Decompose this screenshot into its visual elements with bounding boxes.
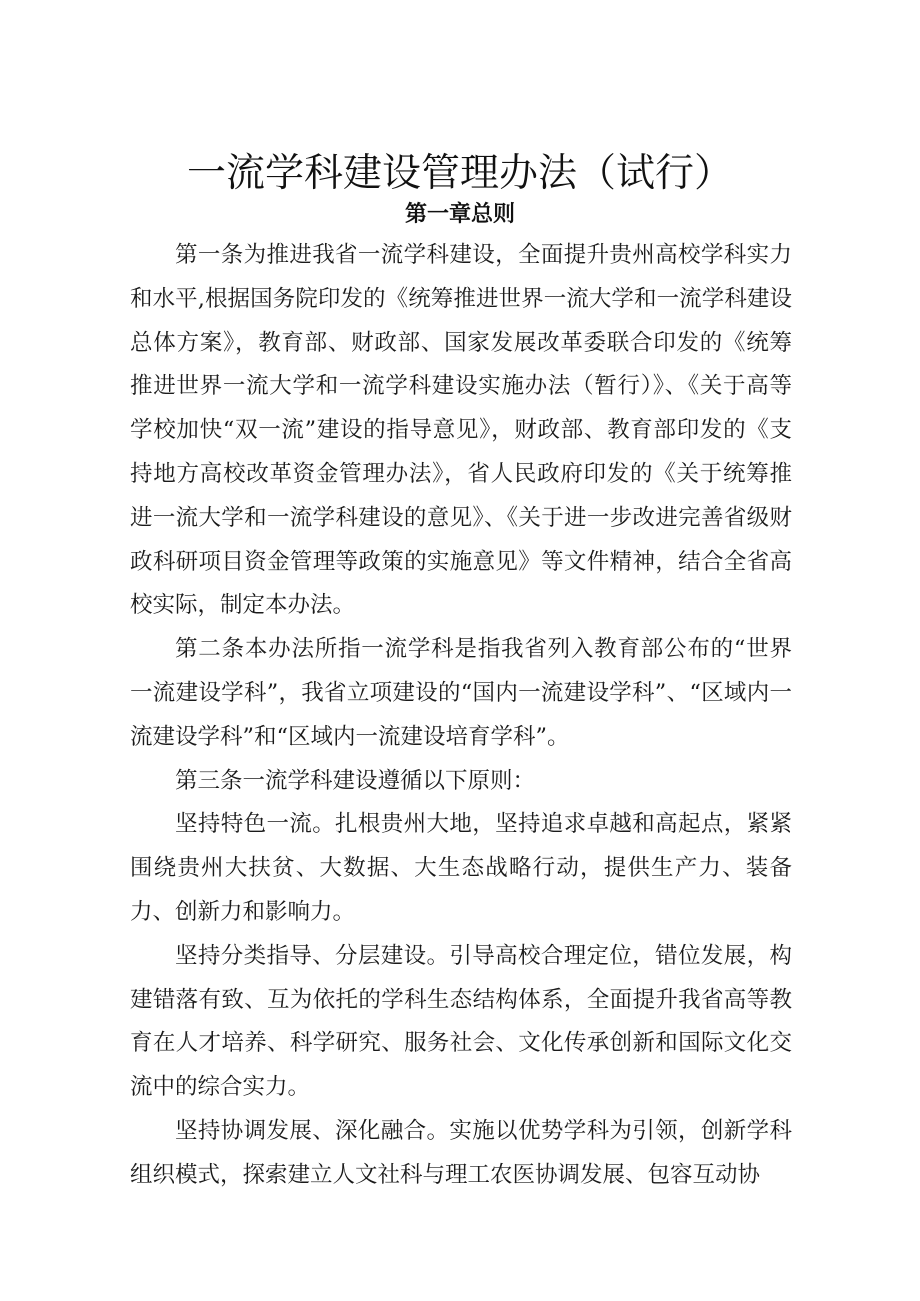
principle-2-paragraph: 坚持分类指导、分层建设。引导高校合理定位，错位发展，构建错落有致、互为依托的学科生态结构体系，全面提升我省高等教育在人才培养、科学研究、服务社会、文化传承创新和国际文化交流中的综合实力。: [130, 942, 792, 1101]
document-title: 一流学科建设管理办法（试行）: [186, 151, 733, 196]
article-3-paragraph: 第三条一流学科建设遵循以下原则：: [175, 767, 536, 794]
article-2-paragraph: 第二条本办法所指一流学科是指我省列入教育部公布的“世界一流建设学科”，我省立项建设的“国内一流建设学科”、“区域内一流建设学科”和“区域内一流建设培育学科”。: [130, 636, 792, 750]
principle-3-paragraph: 坚持协调发展、深化融合。实施以优势学科为引领，创新学科组织模式，探索建立人文社科与理工农医协调发展、包容互动协: [130, 1117, 792, 1188]
article-1-paragraph: 第一条为推进我省一流学科建设，全面提升贵州高校学科实力和水平,根据国务院印发的《统筹推进世界一流大学和一流学科建设总体方案》，教育部、财政部、国家发展改革委联合印发的《统筹推进世界一流大学和一流学科建设实施办法（暂行）》、《关于高等学校加快“双一流”建设的指导意见》，财政部、教育部印发的《支持地方高校改革资金管理办法》，省人民政府印发的《关于统筹推进一流大学和一流学科建设的意见》、《关于进一步改进完善省级财政科研项目资金管理等政策的实施意见》等文件精神，结合全省高校实际，制定本办法。: [130, 242, 792, 619]
chapter-heading: 第一章总则: [404, 202, 515, 227]
document-body: [130, 234, 792, 1198]
principle-1-paragraph: 坚持特色一流。扎根贵州大地，坚持追求卓越和高起点，紧紧围绕贵州大扶贫、大数据、大生态战略行动，提供生产力、装备力、创新力和影响力。: [130, 811, 792, 925]
